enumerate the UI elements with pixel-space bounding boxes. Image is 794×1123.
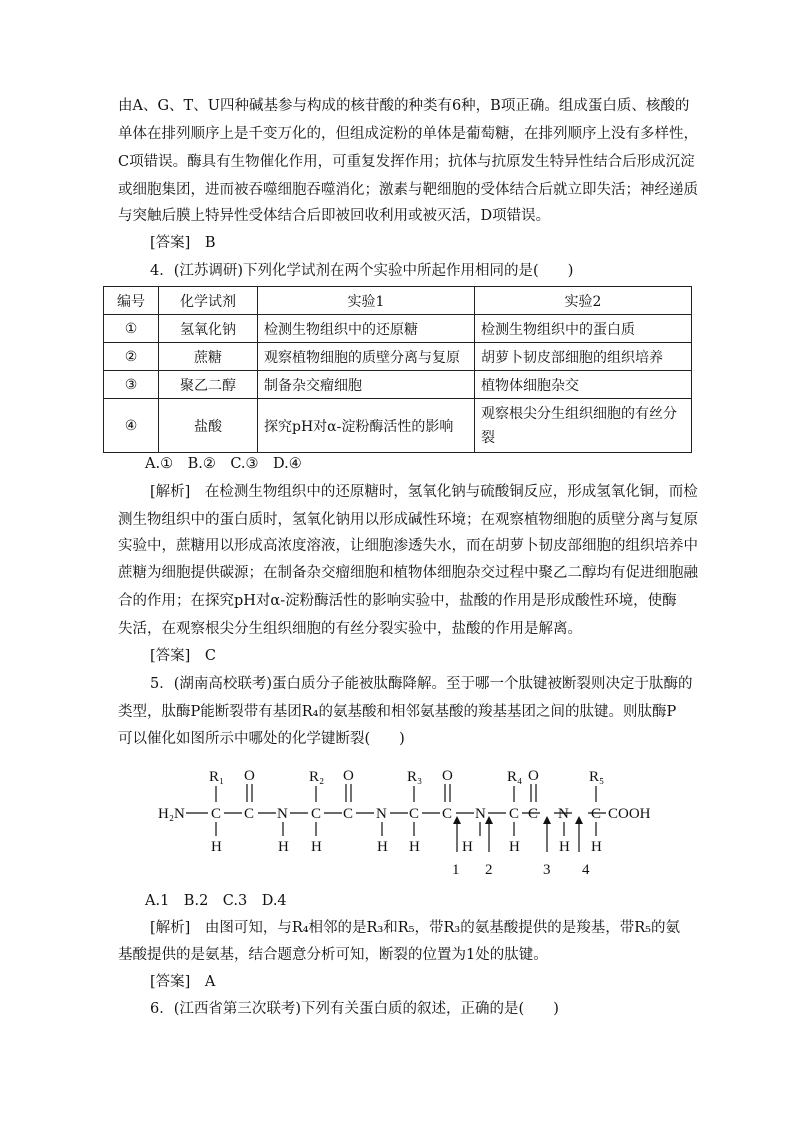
explanation-line: 测生物组织中的蛋白质时，氢氧化钠用以形成碱性环境；在观察植物细胞的质壁分离与复原 xyxy=(118,512,698,528)
carbonyl-oxygen: O xyxy=(442,768,453,784)
hydrogen: H xyxy=(559,839,570,855)
text-line: 单体在排列顺序上是千变万化的，但组成淀粉的单体是葡萄糖，在排列顺序上没有多样性， xyxy=(118,126,698,142)
alpha-carbon: C xyxy=(311,806,322,822)
hydrogen: H xyxy=(377,839,388,855)
hydrogen: H xyxy=(591,839,602,855)
question-5-line: 可以催化如图所示中哪处的化学键断裂( ) xyxy=(118,731,405,747)
cell-exp1: 探究pH对α-淀粉酶活性的影响 xyxy=(258,399,475,453)
hydrogen: H xyxy=(409,839,420,855)
arrow-label-2: 2 xyxy=(485,862,493,878)
explanation-line: [解析] 在检测生物组织中的还原糖时，氢氧化钠与硫酸铜反应，形成氢氧化铜，而检 xyxy=(150,484,698,500)
hydrogen: H xyxy=(462,839,473,855)
carbonyl-carbon: C xyxy=(528,806,539,822)
cell-exp2: 观察根尖分生组织细胞的有丝分裂 xyxy=(475,399,692,453)
question-5-line: 类型，肽酶P能断裂带有基团R₄的氨基酸和相邻氨基酸的羧基基团之间的肽键。则肽酶P xyxy=(118,704,677,720)
question-5-options: A.1 B.2 C.3 D.4 xyxy=(145,893,287,909)
answer-4: [答案] C xyxy=(150,648,216,664)
cell-exp1: 观察植物细胞的质壁分离与复原 xyxy=(258,343,475,371)
header-exp2: 实验2 xyxy=(475,287,692,315)
table-row xyxy=(104,343,692,371)
amide-nitrogen: N xyxy=(475,806,486,822)
hydrogen: H xyxy=(311,839,322,855)
cell-no: ④ xyxy=(104,399,159,453)
explanation-line: 合的作用；在探究pH对α-淀粉酶活性的影响实验中，盐酸的作用是形成酸性环境，使酶 xyxy=(118,593,677,609)
question-5-line: 5．(湖南高校联考)蛋白质分子能被肽酶降解。至于哪一个肽键被断裂则决定于肽酶的 xyxy=(150,676,693,692)
cell-exp2: 检测生物组织中的蛋白质 xyxy=(475,315,692,343)
alpha-carbon: C xyxy=(591,806,602,822)
arrow-label-3: 3 xyxy=(543,862,551,878)
table-row xyxy=(104,399,692,453)
explanation-line: 实验中，蔗糖用以形成高浓度溶液，让细胞渗透失水，而在胡萝卜韧皮部细胞的组织培养中 xyxy=(118,538,698,554)
r-group-3: R₃ xyxy=(407,769,423,785)
carbonyl-oxygen: O xyxy=(343,768,354,784)
cell-no: ① xyxy=(104,315,159,343)
header-exp1: 实验1 xyxy=(258,287,475,315)
table-header-row xyxy=(104,287,692,315)
amide-nitrogen: N xyxy=(558,806,569,822)
cell-no: ③ xyxy=(104,371,159,399)
carboxyl-terminal: COOH xyxy=(608,806,651,822)
r-group-2: R₂ xyxy=(309,769,325,785)
amide-nitrogen: N xyxy=(277,806,288,822)
text-line: 与突触后膜上特异性受体结合后即被回收利用或被灭活，D项错误。 xyxy=(118,208,551,224)
cell-reagent: 蔗糖 xyxy=(159,343,258,371)
answer-3: [答案] B xyxy=(150,235,216,251)
hydrogen: H xyxy=(211,839,222,855)
carbonyl-oxygen: O xyxy=(528,768,539,784)
reagent-table xyxy=(103,286,692,453)
arrow-label-4: 4 xyxy=(582,862,590,878)
cell-exp2: 植物体细胞杂交 xyxy=(475,371,692,399)
amide-nitrogen: N xyxy=(376,806,387,822)
table-row xyxy=(104,371,692,399)
question-4-options: A.① B.② C.③ D.④ xyxy=(145,456,302,472)
r-group-1: R₁ xyxy=(209,769,225,785)
explanation-line: 基酸提供的是氨基，结合题意分析可知，断裂的位置为1处的肽键。 xyxy=(118,947,548,963)
explanation-line: 蔗糖为细胞提供碳源；在制备杂交瘤细胞和植物体细胞杂交过程中聚乙二醇均有促进细胞融 xyxy=(118,565,698,581)
alpha-carbon: C xyxy=(409,806,420,822)
alpha-carbon: C xyxy=(211,806,222,822)
carbonyl-carbon: C xyxy=(244,806,255,822)
r-group-5: R₅ xyxy=(589,769,605,785)
question-6-stem: 6．(江西省第三次联考)下列有关蛋白质的叙述，正确的是( ) xyxy=(150,1001,559,1017)
cell-reagent: 氢氧化钠 xyxy=(159,315,258,343)
r-group-4: R₄ xyxy=(507,769,523,785)
text-line: 或细胞集团，进而被吞噬细胞吞噬消化；激素与靶细胞的受体结合后就立即失活；神经递质 xyxy=(118,182,698,198)
alpha-carbon: C xyxy=(509,806,520,822)
carbonyl-carbon: C xyxy=(442,806,453,822)
cell-exp1: 检测生物组织中的还原糖 xyxy=(258,315,475,343)
amino-terminal: H₂N xyxy=(158,806,185,822)
cell-no: ② xyxy=(104,343,159,371)
header-no: 编号 xyxy=(104,287,159,315)
cell-reagent: 盐酸 xyxy=(159,399,258,453)
hydrogen: H xyxy=(278,839,289,855)
arrow-label-1: 1 xyxy=(452,862,460,878)
explanation-line: 失活，在观察根尖分生组织细胞的有丝分裂实验中，盐酸的作用是解离。 xyxy=(118,621,582,637)
carbonyl-oxygen: O xyxy=(244,768,255,784)
text-line: C项错误。酶具有生物催化作用，可重复发挥作用；抗体与抗原发生特异性结合后形成沉淀 xyxy=(118,154,695,170)
header-reagent: 化学试剂 xyxy=(159,287,258,315)
question-4-stem: 4．(江苏调研)下列化学试剂在两个实验中所起作用相同的是( ) xyxy=(150,263,574,279)
text-line: 由A、G、T、U四种碱基参与构成的核苷酸的种类有6种，B项正确。组成蛋白质、核酸的 xyxy=(118,98,690,114)
peptide-structure-diagram xyxy=(150,762,690,882)
explanation-line: [解析] 由图可知，与R₄相邻的是R₃和R₅，带R₃的氨基酸提供的是羧基，带R₅的氨 xyxy=(150,920,680,936)
carbonyl-carbon: C xyxy=(343,806,354,822)
hydrogen: H xyxy=(509,839,520,855)
answer-5: [答案] A xyxy=(150,974,216,990)
cell-reagent: 聚乙二醇 xyxy=(159,371,258,399)
table-row xyxy=(104,315,692,343)
cell-exp1: 制备杂交瘤细胞 xyxy=(258,371,475,399)
cell-exp2: 胡萝卜韧皮部细胞的组织培养 xyxy=(475,343,692,371)
